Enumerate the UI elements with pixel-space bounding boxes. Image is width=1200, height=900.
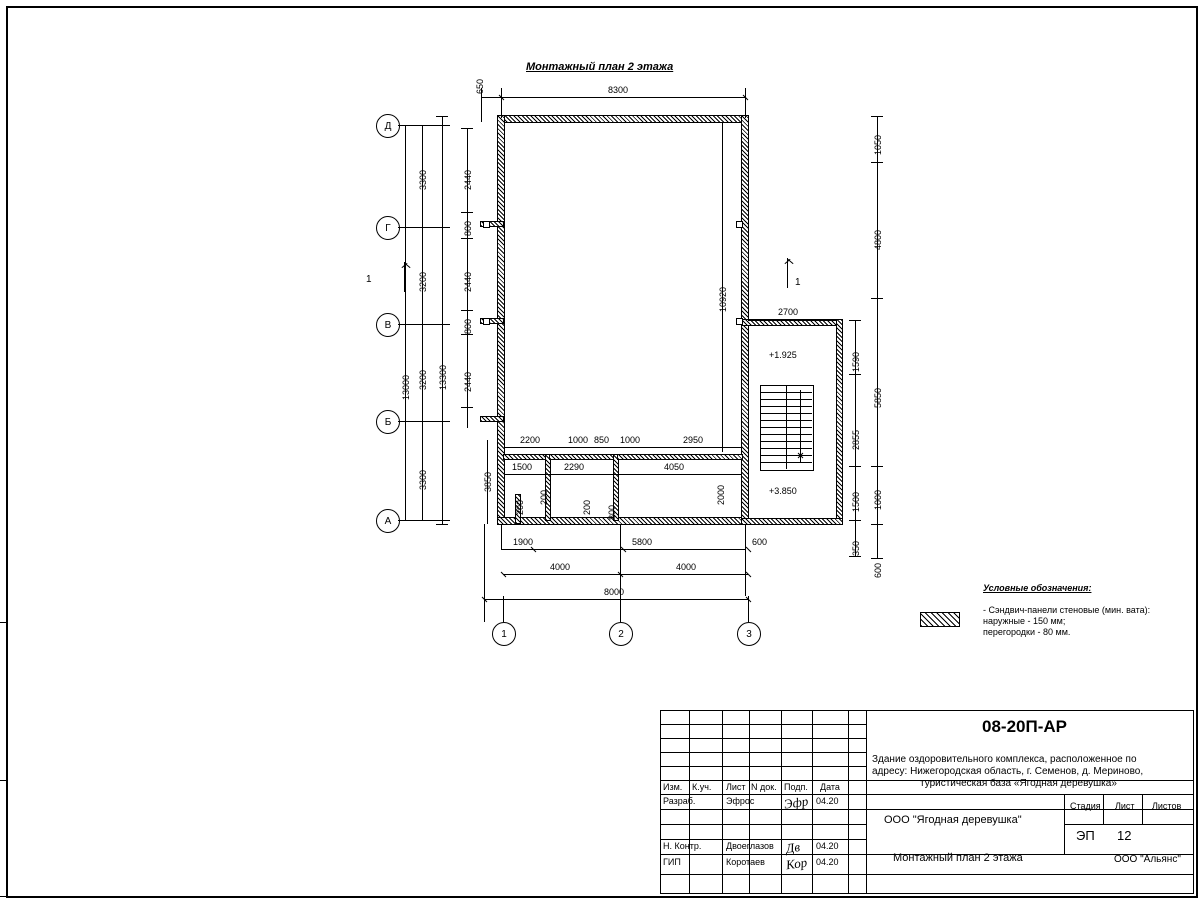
wall-north bbox=[498, 116, 748, 122]
dim-left-3300-a: 3300 bbox=[418, 169, 428, 190]
dim-left-13000: 13000 bbox=[401, 374, 411, 400]
partition-5 bbox=[618, 455, 742, 459]
dim-wall-2440-a: 2440 bbox=[463, 169, 473, 190]
role-4-signature: Кор bbox=[784, 854, 809, 873]
wall-south bbox=[498, 518, 748, 524]
partition-1 bbox=[504, 455, 550, 459]
dim-2950: 2950 bbox=[683, 435, 704, 445]
dim-tick-h bbox=[871, 116, 883, 117]
dim-tick-h bbox=[416, 421, 428, 422]
dim-tick-h bbox=[416, 125, 428, 126]
legend-title: Условные обозначения: bbox=[983, 583, 1092, 593]
role-3-date: 04.20 bbox=[816, 841, 839, 851]
dim-wall-800-b: 800 bbox=[463, 318, 473, 334]
dim-tick-h bbox=[436, 116, 448, 117]
tb-hline-stage bbox=[1064, 824, 1194, 825]
dim-wall-2440-b: 2440 bbox=[463, 271, 473, 292]
node-3 bbox=[737, 222, 742, 227]
tb-hline bbox=[660, 766, 866, 767]
dim-tick-h bbox=[461, 128, 473, 129]
dim-right-4800: 4800 bbox=[873, 229, 883, 250]
object-line-1: Здание оздоровительного комплекса, расположенное по bbox=[872, 754, 1137, 765]
dim-top-650-line bbox=[481, 97, 501, 98]
role-0-date: 04.20 bbox=[816, 796, 839, 806]
dim-600-bottom: 600 bbox=[752, 537, 768, 547]
dim-350: 350 bbox=[851, 540, 861, 556]
dim-tick-h bbox=[461, 310, 473, 311]
dim-tick-h bbox=[416, 520, 428, 521]
dim-2000: 2000 bbox=[716, 484, 726, 505]
tb-hline bbox=[660, 738, 866, 739]
partition-3 bbox=[550, 455, 618, 459]
dim-1500-inner: 1500 bbox=[512, 462, 533, 472]
dim-10920: 10920 bbox=[718, 286, 728, 312]
dim-2200: 2200 bbox=[520, 435, 541, 445]
axis-bubble-v: В bbox=[376, 313, 400, 337]
rev-header-list: Лист bbox=[726, 782, 746, 792]
dim-top-650: 650 bbox=[475, 78, 485, 94]
dim-right-5850: 5850 bbox=[873, 387, 883, 408]
rev-header-podp: Подп. bbox=[784, 782, 808, 792]
dim-tick-h bbox=[501, 549, 502, 550]
legend-line-1: - Сэндвич-панели стеновые (мин. вата): bbox=[983, 605, 1151, 615]
dim-3850: 3850 bbox=[483, 471, 493, 492]
dim-4000-b: 4000 bbox=[676, 562, 697, 572]
dim-tick-h bbox=[849, 320, 861, 321]
node-2 bbox=[484, 319, 489, 324]
axis-bubble-2: 2 bbox=[609, 622, 633, 646]
dim-1000-b: 1000 bbox=[620, 435, 641, 445]
dim-tick-h bbox=[871, 162, 883, 163]
role-0-name: Эфрос bbox=[726, 796, 755, 806]
dim-tick-h bbox=[849, 520, 861, 521]
dim-tick-h bbox=[871, 466, 883, 467]
dim-tick-h bbox=[461, 334, 473, 335]
dim-4050: 4050 bbox=[664, 462, 685, 472]
tb-hline bbox=[660, 839, 866, 840]
role-0-label: Разраб. bbox=[663, 796, 696, 806]
wall-stub-b bbox=[481, 417, 503, 421]
stage-value: ЭП bbox=[1076, 828, 1095, 843]
dim-left-3200-a: 3200 bbox=[418, 271, 428, 292]
node-4 bbox=[737, 319, 742, 324]
dim-left-3200-b: 3200 bbox=[418, 369, 428, 390]
dim-left-total-line bbox=[405, 125, 406, 520]
legend-line-2: наружные - 150 мм; bbox=[983, 616, 1066, 626]
tb-vline-list bbox=[1142, 794, 1143, 824]
dim-2290: 2290 bbox=[564, 462, 585, 472]
dim-inner-row2-line bbox=[504, 474, 742, 475]
section-mark-right-line bbox=[787, 258, 788, 288]
ext-bot-2 bbox=[620, 524, 621, 596]
dim-inner-row1-line bbox=[504, 447, 742, 448]
dim-wall-800-a: 800 bbox=[463, 220, 473, 236]
frame-left-tick-1 bbox=[0, 622, 8, 623]
rev-header-ndok: N док. bbox=[751, 782, 777, 792]
dim-tick-h bbox=[416, 324, 428, 325]
role-3-label: Н. Контр. bbox=[663, 841, 702, 851]
sheet-name: Монтажный план 2 этажа bbox=[893, 852, 1023, 864]
dim-tick-h bbox=[849, 374, 861, 375]
axis-bubble-1: 1 bbox=[492, 622, 516, 646]
dim-tick-h bbox=[871, 558, 883, 559]
customer-name: ООО "Ягодная деревушка" bbox=[884, 814, 1022, 826]
role-4-date: 04.20 bbox=[816, 857, 839, 867]
dim-1590: 1590 bbox=[851, 351, 861, 372]
stairs-arrow-shaft bbox=[800, 390, 801, 462]
ext-top-3 bbox=[745, 88, 746, 118]
ext-top-2 bbox=[501, 88, 502, 118]
level-label-2: +3.850 bbox=[769, 486, 797, 496]
dim-tick-h bbox=[416, 227, 428, 228]
axis-bubble-b: Б bbox=[376, 410, 400, 434]
dim-800-c: 800 bbox=[607, 504, 617, 520]
dim-8000: 8000 bbox=[604, 587, 625, 597]
axis-bubble-3: 3 bbox=[737, 622, 761, 646]
list-value: 12 bbox=[1117, 828, 1132, 843]
axis-bubble-d: Д bbox=[376, 114, 400, 138]
level-label-1: +1.925 bbox=[769, 350, 797, 360]
axis-bubble-a: А bbox=[376, 509, 400, 533]
dim-tick-h bbox=[849, 466, 861, 467]
node-1 bbox=[484, 222, 489, 227]
dim-tick-h bbox=[461, 407, 473, 408]
object-line-3: туристическая база «Ягодная деревушка» bbox=[920, 778, 1117, 789]
dim-left-13300: 13300 bbox=[438, 364, 448, 390]
annex-wall-south bbox=[742, 519, 842, 524]
partition-2 bbox=[546, 455, 550, 520]
tb-hline bbox=[660, 724, 866, 725]
dim-tick-h bbox=[871, 524, 883, 525]
dim-2700-line bbox=[748, 320, 837, 321]
annex-wall-east bbox=[837, 320, 842, 524]
stairs-centerline bbox=[786, 385, 787, 469]
dim-right-600: 600 bbox=[873, 562, 883, 578]
role-0-signature: Эфр bbox=[783, 793, 810, 812]
dim-2700: 2700 bbox=[778, 307, 799, 317]
dim-200-a: 200 bbox=[515, 499, 525, 515]
dim-tick-h bbox=[436, 524, 448, 525]
ext-bot-total bbox=[484, 599, 485, 613]
section-label-right: 1 bbox=[795, 277, 801, 288]
dim-1500: 1500 bbox=[851, 491, 861, 512]
dim-200-b: 200 bbox=[539, 489, 549, 505]
stage-header: Стадия bbox=[1070, 801, 1101, 811]
legend-hatch-swatch bbox=[920, 612, 960, 627]
role-4-name: Коротаев bbox=[726, 857, 765, 867]
rev-header-kuch: К.уч. bbox=[692, 782, 712, 792]
dim-850: 850 bbox=[594, 435, 610, 445]
dim-top-8300: 8300 bbox=[608, 85, 629, 95]
dim-1900: 1900 bbox=[513, 537, 534, 547]
dim-bottom-mid-line bbox=[503, 574, 748, 575]
tb-hline-row bbox=[660, 809, 1194, 810]
tb-vline-main bbox=[866, 710, 867, 894]
list-header: Лист bbox=[1115, 801, 1135, 811]
dim-4000-a: 4000 bbox=[550, 562, 571, 572]
tb-vline-stage bbox=[1103, 794, 1104, 824]
ext-bot-3 bbox=[745, 524, 746, 596]
stairs-flight bbox=[760, 385, 814, 471]
axis-bubble-g: Г bbox=[376, 216, 400, 240]
frame-left-tick-2 bbox=[0, 780, 8, 781]
dim-top-8300-line bbox=[501, 97, 745, 98]
dim-2855: 2855 bbox=[851, 429, 861, 450]
dim-5800: 5800 bbox=[632, 537, 653, 547]
tb-hline bbox=[660, 752, 866, 753]
dim-tick-h bbox=[461, 238, 473, 239]
role-4-label: ГИП bbox=[663, 857, 681, 867]
tb-hline bbox=[660, 824, 866, 825]
drawing-code: 08-20П-АР bbox=[982, 717, 1067, 736]
legend-line-3: перегородки - 80 мм. bbox=[983, 627, 1071, 637]
frame-left-tick-3 bbox=[0, 896, 8, 897]
dim-tick-h bbox=[849, 556, 861, 557]
object-line-2: адресу: Нижегородская область, г. Семенов, д. Мериново, bbox=[872, 766, 1144, 777]
dim-right-1050: 1050 bbox=[873, 134, 883, 155]
role-3-name: Двоеглазов bbox=[726, 841, 774, 851]
tb-hline bbox=[660, 874, 1194, 875]
role-3-signature: Дв bbox=[784, 839, 801, 856]
dim-bottom-total-line bbox=[484, 599, 748, 600]
plan-title: Монтажный план 2 этажа bbox=[526, 61, 674, 73]
rev-header-izm: Изм. bbox=[663, 782, 683, 792]
tb-hline-headers bbox=[660, 794, 1194, 795]
rev-header-data: Дата bbox=[820, 782, 840, 792]
dim-left-13300-line bbox=[442, 116, 443, 524]
dim-right-1000: 1000 bbox=[873, 489, 883, 510]
section-label-left: 1 bbox=[366, 274, 372, 285]
dim-tick-h bbox=[461, 212, 473, 213]
dim-1000-a: 1000 bbox=[568, 435, 589, 445]
dim-200-c: 200 bbox=[582, 499, 592, 515]
dim-left-3300-b: 3300 bbox=[418, 469, 428, 490]
lists-header: Листов bbox=[1152, 801, 1182, 811]
dim-tick-h bbox=[871, 298, 883, 299]
designer-name: ООО "Альянс" bbox=[1114, 854, 1181, 865]
dim-wall-2440-c: 2440 bbox=[463, 371, 473, 392]
ext-bot-1 bbox=[501, 524, 502, 550]
